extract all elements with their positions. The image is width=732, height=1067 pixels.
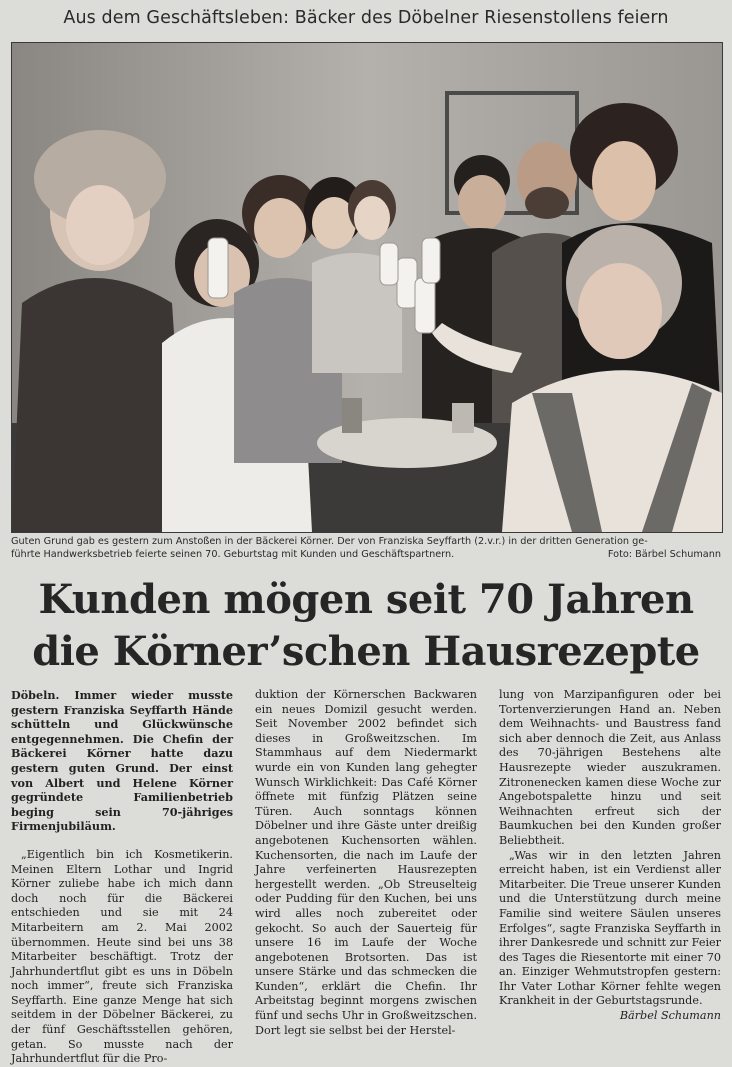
caption-line-2: führte Handwerksbetrieb feierte seinen 70. Geburtstag mit Kunden und Geschäftspartnern. <box>11 549 455 560</box>
article-column-1 <box>11 688 233 1067</box>
article-column-2 <box>255 688 477 1038</box>
article-paragraph: lung von Marzipanfiguren oder bei Tortenverzierungen Hand an. Neben dem Weihnachts- und Baustress fand sich aber dennoch die Zeit, aus Anlass des 70-jährigen Bestehens alte Hausrezepte wieder auszukramen. Zitronenecken kamen diese Woche zur Angebotspalette hinzu und seit Weihnachten erfreut sich der Baumkuchen bei den Kunden großer Beliebtheit. <box>499 688 721 847</box>
article-paragraph: „Was wir in den letzten Jahren erreicht haben, ist ein Verdienst aller Mitarbeiter. Die Treue unserer Kunden und die Unterstützung durch meine Familie sind weitere Säulen unseres Erfolges“, sagte Franziska Seyffarth in ihrer Dankesrede und schnitt zur Feier des Tages die Riesentorte mit einer 70 an. Einziger Wehmutstropfen gestern: Ihr Vater Lothar Körner fehlte wegen Krankheit in der Geburtstagsrunde. <box>499 848 721 1008</box>
article-paragraph: „Eigentlich bin ich Kosmetikerin. Meinen Eltern Lothar und Ingrid Körner zuliebe habe ich mich dann doch noch für die Bäckerei entschieden und sie mit 24 Mitarbeitern am 2. Mai 2002 übernommen. Heute sind bei uns 38 Mitarbeiter beschäftigt. Trotz der Jahrhundertflut gibt es uns in Döbeln noch immer“, freute sich Franziska Seyffarth. Eine ganze Menge hat sich seitdem in der Döbelner Bäckerei, zu der fünf Geschäftsstellen gehören, getan. So musste nach der Jahrhundertflut für die Pro- <box>11 847 233 1066</box>
photo-credit: Foto: Bärbel Schumann <box>607 549 721 560</box>
headline-line-2: die Körner’schen Hausrezepte <box>32 628 700 675</box>
photo-illustration <box>12 43 722 532</box>
article-paragraph: duktion der Körnerschen Backwaren ein neues Domizil gesucht werden. Seit November 2002 befindet sich dieses in Großweitzschen. Im Stammhaus auf dem Niedermarkt wurde ein von Kunden lang gehegter Wunsch Wirklichkeit: Das Café Körner öffnete mit fünfzig Plätzen seine Türen. Auch sonntags können Döbelner und ihre Gäste unter dreißig angebotenen Kuchensorten wählen. Kuchensorten, die nach im Laufe der Jahre verfeinerten Hausrezepten hergestellt werden. „Ob Streuselteig oder Pudding für den Kuchen, bei uns wird alles noch zubereitet oder gekocht. So auch der Sauerteig für unsere 16 im Laufe der Woche angebotenen Brotsorten. Das ist unsere Stärke und das schmecken die Kunden“, erklärt die Chefin. Ihr Arbeitstag beginnt morgens zwischen fünf und sechs Uhr in Großweitzschen. Dort legt sie selbst bei der Herstel- <box>255 688 477 1037</box>
kicker-line: Aus dem Geschäftsleben: Bäcker des Döbelner Riesenstollens feiern <box>63 8 669 28</box>
article-headline <box>0 574 732 678</box>
headline-line-1: Kunden mögen seit 70 Jahren <box>38 576 694 623</box>
article-column-3 <box>499 688 721 1024</box>
person-left-woman <box>12 130 187 532</box>
group-toasting-photo <box>11 42 723 533</box>
article-author: Bärbel Schumann <box>619 1009 721 1023</box>
caption-line-1: Guten Grund gab es gestern zum Anstoßen in der Bäckerei Körner. Der von Franziska Seyffarth (2.v.r.) in der dritten Generation ge- <box>11 536 648 547</box>
article-lead: Döbeln. Immer wieder musste gestern Franziska Seyffarth Hände schütteln und Glückwünsche entgegennehmen. Die Chefin der Bäckerei Körner hatte dazu gestern guten Grund. Der einst von Albert und Helene Körner gegründete Familienbetrieb beging sein 70-jähriges Firmenjubiläum. <box>11 688 233 834</box>
photo-caption <box>11 535 721 561</box>
